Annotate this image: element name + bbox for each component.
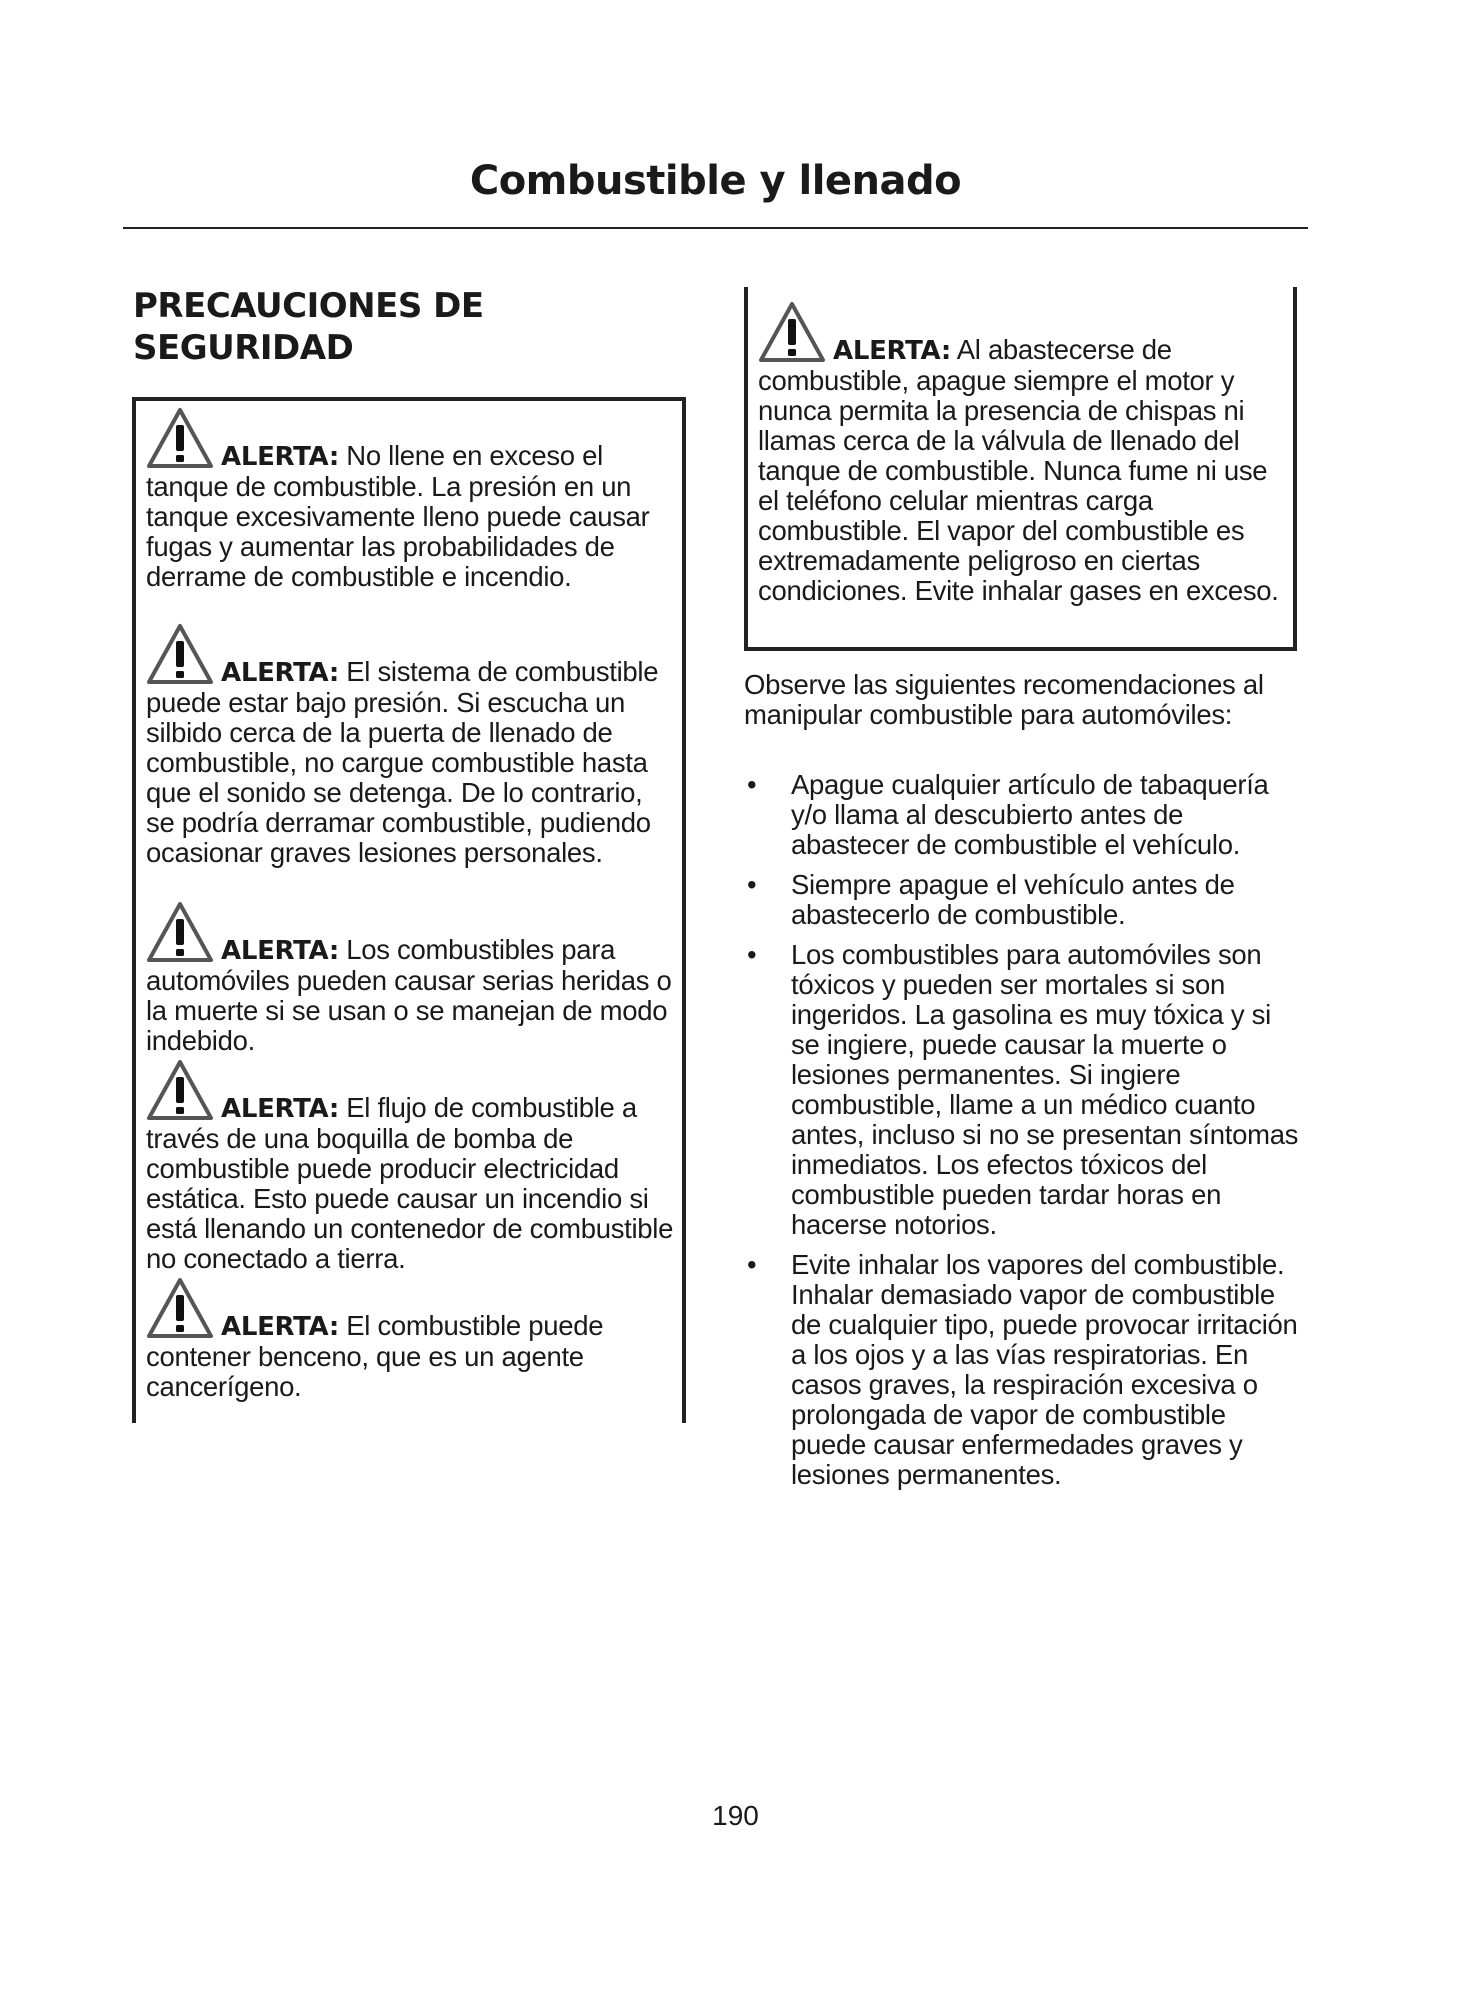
alert-label: ALERTA: <box>833 336 951 366</box>
warning-pressure <box>146 623 676 868</box>
page-title: Combustible y llenado <box>469 158 962 204</box>
alert-label: ALERTA: <box>221 936 339 966</box>
warning-text: Al abastecerse de combustible, apague siempre el motor y nunca permita la presencia de chispas ni llamas cerca de la válvula de llenado del tanque de combustible. Nunca fume ni use el teléfono celular mientras carga combustible. El vapor del combustible es extremadamente peligroso en ciertas condiciones. Evite inhalar gases en exceso. <box>758 334 1279 606</box>
warning-overfill <box>146 407 676 592</box>
bullet-icon: • <box>747 939 757 970</box>
warning-misuse <box>146 901 676 1056</box>
list-item <box>744 770 1304 860</box>
alert-label: ALERTA: <box>221 1094 339 1124</box>
title-divider <box>123 227 1308 229</box>
warning-benzene <box>146 1277 676 1402</box>
page-number: 190 <box>712 1800 759 1831</box>
list-item-text: Siempre apague el vehículo antes de abastecerlo de combustible. <box>791 869 1235 930</box>
list-item-text: Apague cualquier artículo de tabaquería y/o llama al descubierto antes de abastecer de combustible el vehículo. <box>791 769 1269 860</box>
left-warning-box <box>132 397 686 1423</box>
alert-label: ALERTA: <box>221 1312 339 1342</box>
list-item <box>744 1250 1304 1490</box>
list-item-text: Evite inhalar los vapores del combustible. Inhalar demasiado vapor de combustible de cualquier tipo, puede provocar irritación a los ojos y a las vías respiratorias. En casos graves, la respiración excesiva o prolongada de vapor de combustible puede causar enfermedades graves y lesiones permanentes. <box>791 1249 1298 1490</box>
warning-static <box>146 1059 676 1274</box>
list-item-text: Los combustibles para automóviles son tóxicos y pueden ser mortales si son ingeridos. La gasolina es muy tóxica y si se ingiere, puede causar la muerte o lesiones permanentes. Si ingiere combustible, llame a un médico cuanto antes, incluso si no se presentan síntomas inmediatos. Los efectos tóxicos del combustible pueden tardar horas en hacerse notorios. <box>791 939 1299 1240</box>
warning-text: El sistema de combustible puede estar bajo presión. Si escucha un silbido cerca de la puerta de llenado de combustible, no cargue combustible hasta que el sonido se detenga. De lo contrario, se podría derramar combustible, pudiendo ocasionar graves lesiones personales. <box>146 656 659 868</box>
warning-refuel <box>758 301 1288 606</box>
bullet-icon: • <box>747 1249 757 1280</box>
intro-paragraph: Observe las siguientes recomendaciones al manipular combustible para automóviles: <box>744 669 1264 730</box>
right-warning-box <box>744 287 1297 651</box>
warning-text: No llene en exceso el tanque de combustible. La presión en un tanque excesivamente lleno puede causar fugas y aumentar las probabilidades de derrame de combustible e incendio. <box>146 440 650 592</box>
warning-text: El combustible puede contener benceno, que es un agente cancerígeno. <box>146 1310 604 1402</box>
warning-text: Los combustibles para automóviles pueden causar serias heridas o la muerte si se usan o se manejan de modo indebido. <box>146 934 672 1056</box>
warning-text: El flujo de combustible a través de una boquilla de bomba de combustible puede producir electricidad estática. Esto puede causar un incendio si está llenando un contenedor de combustible no conectado a tierra. <box>146 1092 674 1274</box>
list-item <box>744 940 1304 1240</box>
alert-label: ALERTA: <box>221 658 339 688</box>
bullet-icon: • <box>747 869 757 900</box>
list-item <box>744 870 1304 930</box>
bullet-icon: • <box>747 769 757 800</box>
alert-label: ALERTA: <box>221 442 339 472</box>
recommendations-list <box>744 770 1304 1500</box>
section-heading: PRECAUCIONES DE SEGURIDAD <box>133 286 484 368</box>
